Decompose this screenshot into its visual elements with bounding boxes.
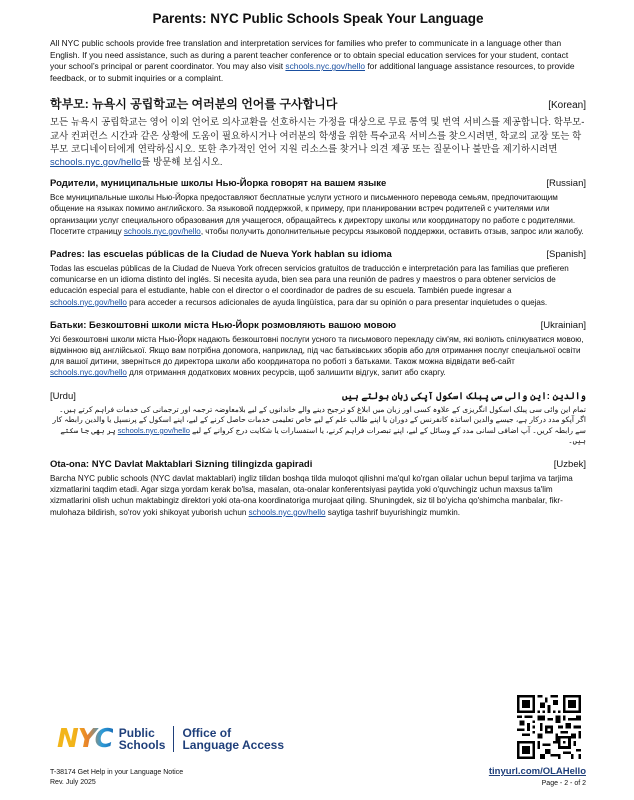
body-text-after: saytiga tashrif buyurishingiz mumkin. xyxy=(325,507,461,517)
section-heading-row xyxy=(50,97,586,113)
ola-hello-url[interactable]: tinyurl.com/OLAHello xyxy=(488,766,586,777)
language-tag: [Uzbek] xyxy=(553,459,586,470)
section-korean xyxy=(50,97,586,168)
section-uzbek xyxy=(50,459,586,518)
document-id: T-38174 Get Help in your Language Notice xyxy=(50,769,184,776)
language-tag: [Spanish] xyxy=(546,249,586,260)
intro-paragraph xyxy=(50,38,586,84)
qr-code-icon[interactable] xyxy=(517,695,581,759)
body-text-after: для отримання додаткових мовних ресурсів, щоб залишити відгук, запит або скаргу. xyxy=(126,368,446,378)
public-schools-label xyxy=(119,727,166,752)
nyc-logo: NYC xyxy=(57,724,113,754)
section-spanish xyxy=(50,249,586,308)
document-page xyxy=(50,0,586,518)
section-body xyxy=(50,115,586,168)
section-heading-row xyxy=(50,391,586,403)
public-schools-line1: Public xyxy=(118,725,155,740)
section-ukrainian xyxy=(50,320,586,379)
page-title: Parents: NYC Public Schools Speak Your Language xyxy=(152,11,484,26)
ola-line1: Office of xyxy=(182,725,232,740)
body-text: Todas las escuelas públicas de la Ciudad de Nueva York ofrecen servicios gratuitos de traducción e interpretación para las familias que prefieren comunicarse en un idioma distinto del inglés. Si necesita ayuda, bien sea para una reunión de padres y maestros o para obtener servicios de educación especial para el estudiante, hable con el director o el coordinador de padres de su escuela. También puede ingresar a xyxy=(50,264,569,296)
intro-link[interactable]: schools.nyc.gov/hello xyxy=(285,61,366,72)
body-text-after: پر بھی جا سکتے ہیں۔ xyxy=(60,425,586,446)
section-heading-row xyxy=(50,178,586,190)
section-heading: والدین :این والی سی پبلک اسکول آپکی زبان بولتے ہیں xyxy=(341,390,586,402)
intro-text-after: for additional language assistance resources, to provide feedback, or to submit inquiries or a complaint. xyxy=(50,61,575,83)
ola-line2: Language Access xyxy=(182,738,285,752)
section-body xyxy=(50,473,586,518)
section-heading: Ota-ona: NYC Davlat Maktablari Sizning tilingizda gapiradi xyxy=(50,459,313,470)
document-id-block xyxy=(50,768,183,787)
body-text: تمام این وائی سی پبلک اسکول انگریزی کے علاوہ کسی اور زبان میں ابلاغ کو ترجیح دینے والے خاندانوں کے لیے بلامعاوضہ ترجمہ اور ترجمانی کی خدمات فراہم کرتے ہیں۔ اگر آپکو مدد درکار ہے، جیسے والدین اساتذہ کانفرنس کے دوران یا اپنے طالب علم کے لیے خاص تعلیمی خدمات حاصل کرنے کے لیے، اپنے اسکول کے پرنسپل یا والدین رابطہ کار سے رابطہ کریں۔ آپ اضافی لسانی مدد کے وسائل کے لیے، اپنے تبصرات فراہم کرنے، یا استفسارات یا شکایت درج کروانے کے لیے xyxy=(52,404,586,435)
section-russian xyxy=(50,178,586,237)
body-text: Barcha NYC public schools (NYC davlat maktablari) ingliz tilidan boshqa tilda muloqot qilishni ma'qul ko'rgan oilalar uchun bepul tarjima va tarjima xizmatlarini taqdim etadi. Agar sizga yordam kerak bo'lsa, masalan, ota-onalar konferentsiyasi paytida yoki o'quvchingiz uchun maxsus ta'lim xizmatlarini olish uchun maktabingiz direktori yoki ota-ona koordinatoriga murojaat qiling. Shuningdek, siz til bo'yicha qo'shimcha manbalar, fikr-mulohaza bildirish, so'rov yoki shikoyat yuborish uchun xyxy=(50,474,573,517)
section-link[interactable]: schools.nyc.gov/hello xyxy=(123,226,201,236)
page-number: Page - 2 - of 2 xyxy=(541,780,586,787)
section-heading: Родители, муниципальные школы Нью-Йорка говорят на вашем языке xyxy=(50,178,387,190)
section-link[interactable]: schools.nyc.gov/hello xyxy=(248,507,326,517)
section-urdu xyxy=(50,391,586,447)
body-text: Усі безкоштовні школи міста Нью-Йорк надають безкоштовні послуги усного та письмового перекладу сім'ям, які воліють спілкуватися мовою, відмінною від англійської. Якщо вам потрібна допомога, наприклад, під час батьківських зборів або для отримання послуг спеціальної освіти для вашої дитини, зверніться до директора школи або координатора по роботі з батьками. Також можна відвідати веб-сайт xyxy=(50,334,584,367)
body-text: 모든 뉴욕시 공립학교는 영어 이외 언어로 의사교환을 선호하시는 가정을 대상으로 무료 통역 및 번역 서비스를 제공합니다. 학부모-교사 컨퍼런스 시간과 같은 상황에 도움이 필요하시거나 여러분의 학생을 위한 특수교육 서비스를 찾으시려면, 학교의 교장 또는 학부모 코디네이터에게 연락하십시오. 또한 추가적인 언어 지원 리소스를 찾거나 의견 제공 또는 질문이나 불만을 제기하시려면 xyxy=(50,116,585,154)
intro-text: All NYC public schools provide free translation and interpretation services for families who prefer to communicate in a language other than English. If you need assistance, such as during a parent teacher conference or to obtain special education services for your student, contact your school’s principal or parent coordinator. You may also visit xyxy=(50,38,569,72)
section-link[interactable]: schools.nyc.gov/hello xyxy=(117,425,190,435)
section-link[interactable]: schools.nyc.gov/hello xyxy=(50,297,127,307)
language-tag: [Russian] xyxy=(546,178,586,190)
section-body xyxy=(50,334,586,379)
section-link[interactable]: schools.nyc.gov/hello xyxy=(50,155,142,167)
footer-logo-block xyxy=(57,726,284,752)
section-body xyxy=(50,192,586,237)
section-heading-row xyxy=(50,320,586,332)
language-tag: [Urdu] xyxy=(50,390,76,402)
logo-divider xyxy=(173,726,174,752)
body-text-after: para acceder a recursos adicionales de ayuda lingüística, para dar su opinión o para presentar inquietudes o quejas. xyxy=(126,297,548,307)
section-heading: 학부모: 뉴욕시 공립학교는 여러분의 언어를 구사합니다 xyxy=(50,97,338,112)
section-heading: Padres: las escuelas públicas de la Ciudad de Nueva York hablan su idioma xyxy=(50,249,392,260)
language-tag: [Ukrainian] xyxy=(540,319,586,331)
section-heading: Батьки: Безкоштовні школи міста Нью-Йорк розмовляють вашою мовою xyxy=(50,319,397,331)
revision-date: Rev. July 2025 xyxy=(50,778,96,786)
office-language-access-label xyxy=(182,727,284,752)
section-heading-row xyxy=(50,459,586,471)
section-heading-row xyxy=(50,249,586,261)
section-body xyxy=(50,405,586,447)
public-schools-line2: Schools xyxy=(118,738,166,752)
body-text-after: 를 방문해 보십시오. xyxy=(141,155,223,167)
section-link[interactable]: schools.nyc.gov/hello xyxy=(50,368,127,378)
body-text: Все муниципальные школы Нью-Йорка предоставляют бесплатные услуги устного и письменного перевода семьям, предпочитающим общение на языках помимо английского. За языковой поддержкой, к примеру, при планировании встреч родителей с учителями или организации услуг специального образования для учащегося, обращайтесь к директору школы или координатору по работе с родителями. Посетите страницу xyxy=(50,193,576,236)
language-tag: [Korean] xyxy=(548,100,586,112)
section-body xyxy=(50,263,586,308)
body-text-after: , чтобы получить дополнительные ресурсы языковой поддержки, оставить отзыв, запрос или жалобу. xyxy=(200,226,584,236)
